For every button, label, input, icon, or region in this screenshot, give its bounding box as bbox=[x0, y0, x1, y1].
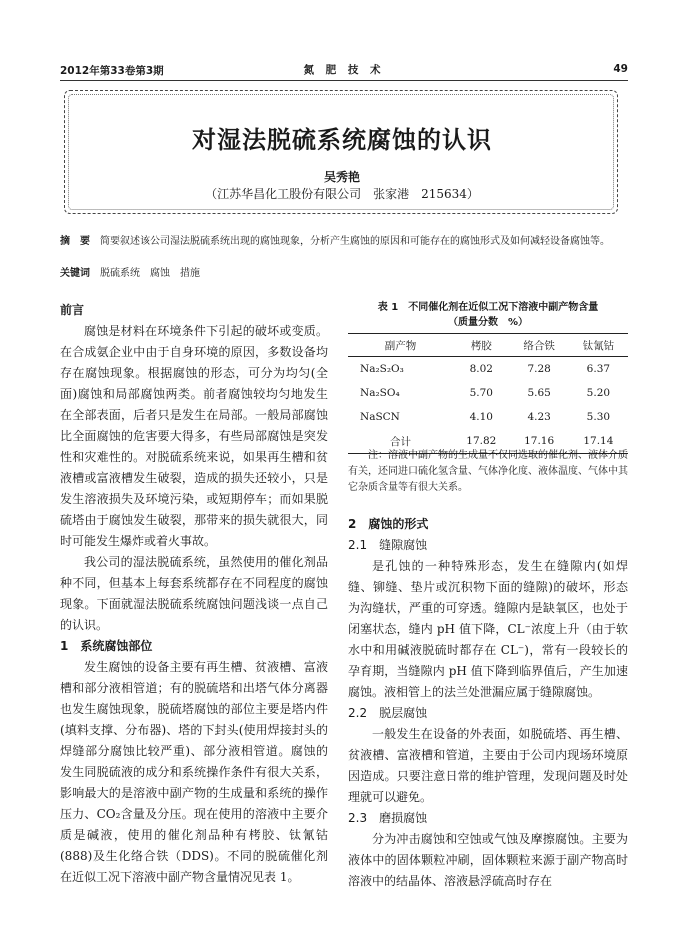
preface-heading: 前言 bbox=[60, 303, 85, 317]
abstract-label: 摘 要 bbox=[60, 236, 90, 247]
table-cell: 5.65 bbox=[527, 387, 551, 399]
table-header-row bbox=[348, 334, 628, 357]
table-header-cell: 络合铁 bbox=[510, 334, 569, 357]
keywords-label: 关键词 bbox=[60, 268, 90, 279]
section-heading: 1 系统腐蚀部位 bbox=[60, 639, 153, 653]
table-caption bbox=[348, 300, 628, 330]
keyword: 脱硫系统 bbox=[100, 268, 140, 279]
table-note: 注：溶液中副产物的生成量不仅同选取的催化剂、液体介质有关，还同进口硫化氢含量、气体净化度、液体温度、气体中其它杂质含量等有很大关系。 bbox=[348, 450, 628, 493]
paragraph: 分为冲击腐蚀和空蚀或气蚀及摩擦腐蚀。主要为液体中的固体颗粒冲刷，固体颗粒来源于副产物高时溶液中的结晶体、溶液悬浮硫高时存在 bbox=[348, 832, 628, 888]
table-cell: 17.16 bbox=[510, 429, 569, 454]
table-cell: 17.14 bbox=[569, 429, 628, 454]
subsection-heading: 2.3 磨损腐蚀 bbox=[348, 811, 428, 825]
table-cell: 合计 bbox=[348, 429, 453, 454]
table-cell: 6.37 bbox=[586, 363, 611, 375]
abstract bbox=[60, 234, 628, 250]
paragraph: 我公司的湿法脱硫系统，虽然使用的催化剂品种不同，但基本上每套系统都存在不同程度的腐蚀现象。下面就湿法脱硫系统腐蚀问题浅谈一点自己的认识。 bbox=[60, 555, 328, 632]
table-cell: Na₂S₂O₃ bbox=[360, 363, 404, 375]
table-title: 表 1 不同催化剂在近似工况下溶液中副产物含量 bbox=[377, 302, 599, 313]
subsection-heading: 2.2 脱层腐蚀 bbox=[348, 706, 428, 720]
author-affiliation: （江苏华昌化工股份有限公司 张家港 215634） bbox=[205, 187, 479, 201]
table-cell: 4.10 bbox=[469, 411, 493, 423]
table-unit: （质量分数 %） bbox=[447, 317, 529, 328]
table-cell: 17.82 bbox=[453, 429, 510, 454]
running-header bbox=[60, 61, 628, 79]
table-row bbox=[348, 405, 628, 429]
keyword: 腐蚀 bbox=[150, 268, 170, 279]
table-cell: 5.70 bbox=[469, 387, 493, 399]
keywords bbox=[60, 266, 210, 282]
page-number: 49 bbox=[613, 63, 628, 75]
table-cell: NaSCN bbox=[360, 411, 400, 423]
table-row bbox=[348, 357, 628, 382]
paragraph: 发生腐蚀的设备主要有再生槽、贫液槽、富液槽和部分液相管道；有的脱硫塔和出塔气体分离器也发生腐蚀现象，脱硫塔腐蚀的部位主要是塔内件(填料支撑、分布器)、塔的下封头(使用焊接封头的焊缝部分腐蚀比较严重)、部分液相管道。腐蚀的发生同脱硫液的成分和系统操作条件有很大关系，影响最大的是溶液中副产物的生成量和系统的操作压力、CO₂含量及分压。现在使用的溶液中主要介质是碱液，使用的催化剂品种有栲胶、钛氰钴(888)及生化络合铁（DDS)。不同的脱硫催化剂在近似工况下溶液中副产物含量情况见表 1。 bbox=[60, 660, 328, 884]
article-title: 对湿法脱硫系统腐蚀的认识 bbox=[192, 126, 492, 154]
table-header-cell: 钛氰钴 bbox=[569, 334, 628, 357]
section-heading: 2 腐蚀的形式 bbox=[348, 517, 429, 531]
table-cell: 5.30 bbox=[586, 411, 611, 423]
table-row bbox=[348, 381, 628, 405]
paragraph: 是孔蚀的一种特殊形态，发生在缝隙内(如焊缝、铆缝、垫片或沉积物下面的缝隙)的破坏，形态为沟缝状，严重的可穿透。缝隙内是缺氧区，也处于闭塞状态，缝内 pH 值下降，CL⁻浓度上升（由于软水中和用碱液脱硫时都存在 CL⁻)，常有一段较长的孕育期，当缝隙内 pH 值下降到临界值后，产生加速腐蚀。液相管上的法兰处泄漏应属于缝隙腐蚀。 bbox=[348, 559, 628, 699]
paragraph: 一般发生在设备的外表面，如脱硫塔、再生槽、贫液槽、富液槽和管道，主要由于公司内现场环境原因造成。只要注意日常的维护管理，发现问题及时处理就可以避免。 bbox=[348, 727, 628, 804]
paragraph: 腐蚀是材料在环境条件下引起的破坏或变质。在合成氨企业中由于自身环境的原因，多数设备均存在腐蚀现象。根据腐蚀的形态，可分为均匀(全面)腐蚀和局部腐蚀两类。前者腐蚀较均匀地发生在全部表面，后者只是发生在局部。一般局部腐蚀比全面腐蚀的危害要大得多，有些局部腐蚀是突发性和灾难性的。对脱硫系统来说，如果再生槽和贫液槽或富液槽发生破裂，造成的损失还较小，只是发生溶液损失及环境污染，或短期停车；而如果脱硫塔由于腐蚀发生破裂，那带来的损失就很大，同时可能发生爆炸或着火事故。 bbox=[60, 324, 328, 548]
table-cell: 4.23 bbox=[527, 411, 551, 423]
abstract-block bbox=[60, 234, 628, 279]
left-column bbox=[60, 300, 328, 888]
header-rule bbox=[60, 80, 628, 81]
right-column bbox=[348, 514, 628, 892]
table-cell: 5.20 bbox=[586, 387, 611, 399]
table-cell: Na₂SO₄ bbox=[360, 387, 400, 399]
journal-name: 氮 肥 技 术 bbox=[303, 64, 385, 76]
abstract-text: 简要叙述该公司湿法脱硫系统出现的腐蚀现象，分析产生腐蚀的原因和可能存在的腐蚀形式及如何减轻设备腐蚀等。 bbox=[100, 236, 610, 247]
table-cell: 8.02 bbox=[469, 363, 493, 375]
keyword: 措施 bbox=[180, 268, 200, 279]
subsection-heading: 2.1 缝隙腐蚀 bbox=[348, 538, 428, 552]
table-header-cell: 副产物 bbox=[348, 334, 453, 357]
author-name: 吴秀艳 bbox=[323, 170, 360, 184]
table-cell: 7.28 bbox=[527, 363, 551, 375]
table-header-cell: 栲胶 bbox=[453, 334, 510, 357]
byproduct-table bbox=[348, 333, 628, 454]
journal-issue: 2012年第33卷第3期 bbox=[60, 65, 164, 77]
